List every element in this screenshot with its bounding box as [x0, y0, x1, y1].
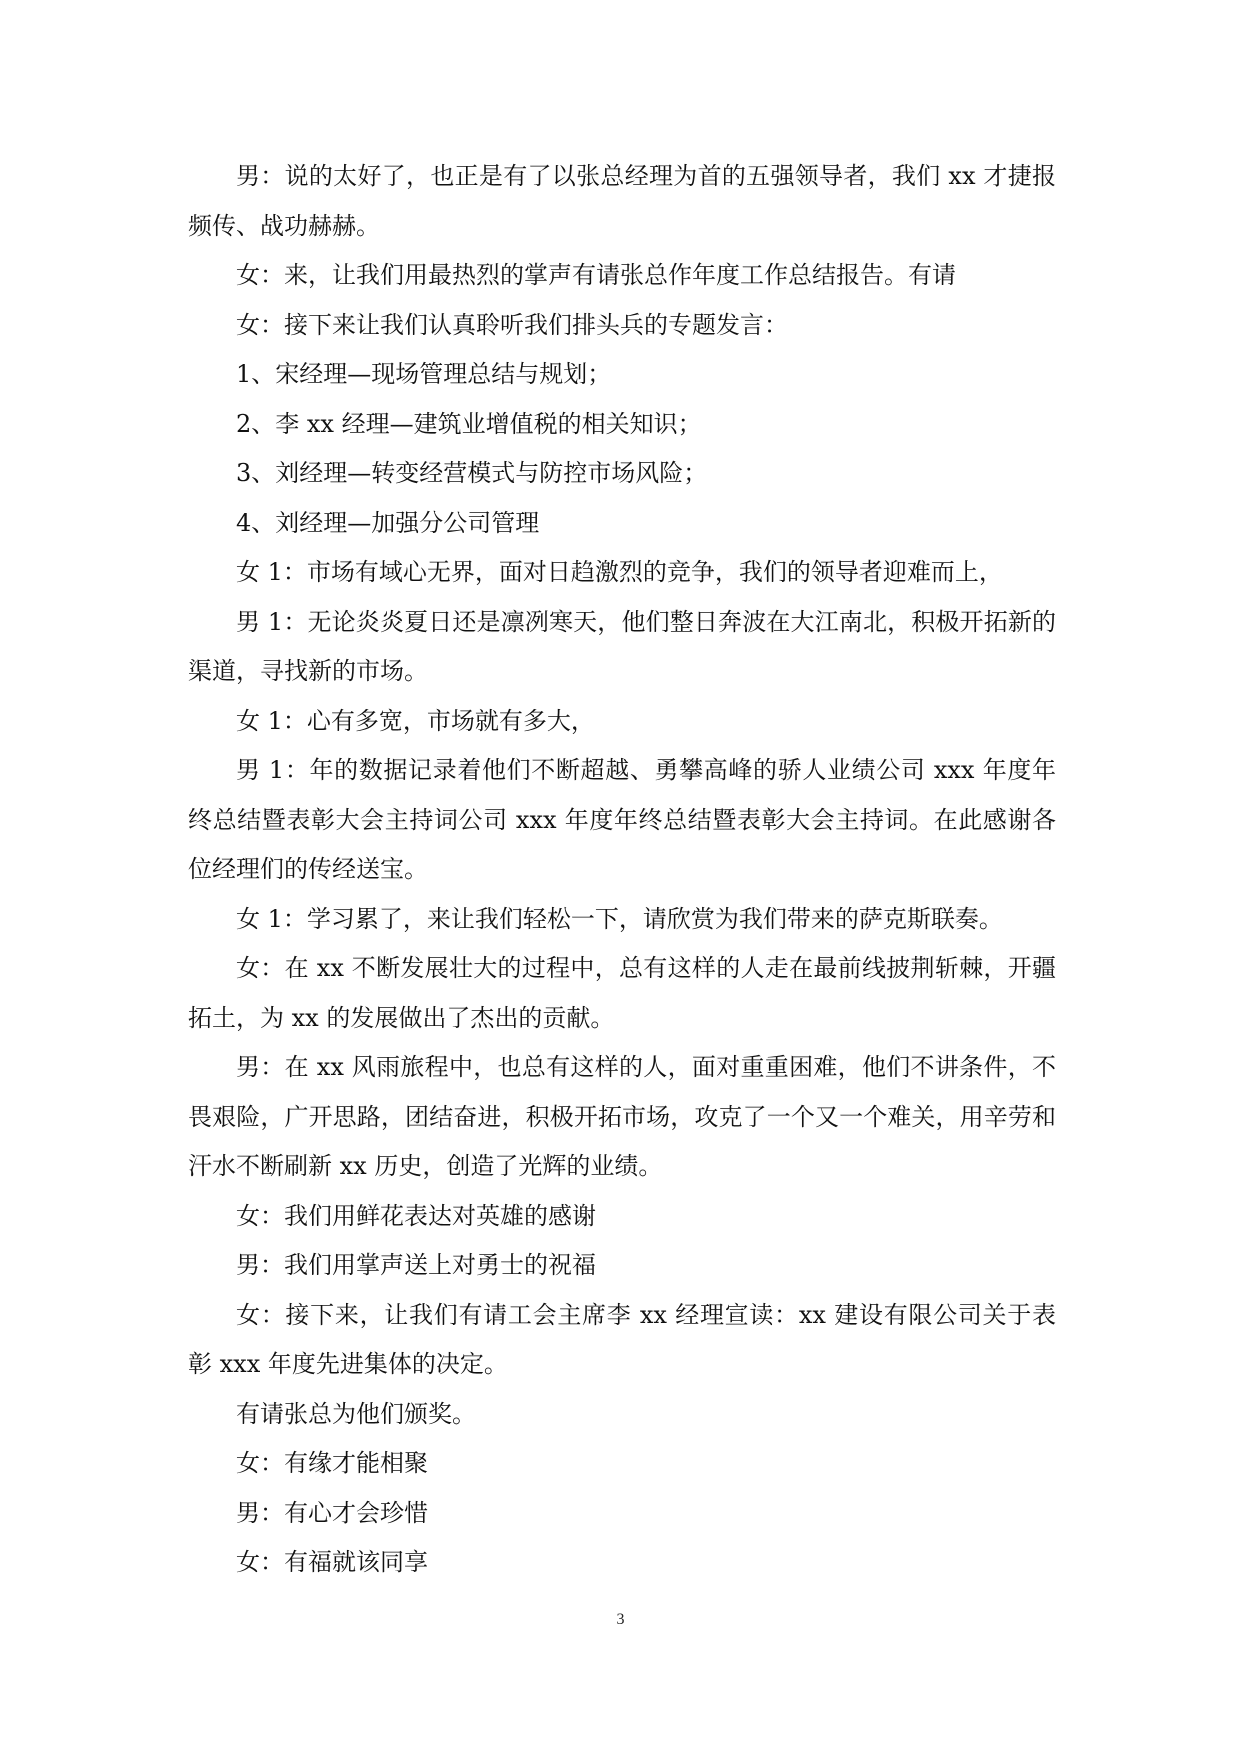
paragraph: 女：在 xx 不断发展壮大的过程中，总有这样的人走在最前线披荆斩棘，开疆拓土，为 xx 的发展做出了杰出的贡献。 [188, 954, 1056, 1032]
paragraph: 女 1：市场有域心无界，面对日趋激烈的竞争，我们的领导者迎难而上， [236, 558, 1003, 586]
paragraph: 有请张总为他们颁奖。 [236, 1399, 476, 1428]
paragraph: 女：接下来，让我们有请工会主席李 xx 经理宣读：xx 建设有限公司关于表彰 xxx 年度先进集体的决定。 [188, 1300, 1056, 1378]
paragraph: 女 1：心有多宽，市场就有多大， [236, 706, 595, 735]
paragraph: 女 1：学习累了，来让我们轻松一下，请欣赏为我们带来的萨克斯联奏。 [236, 904, 1003, 933]
paragraph: 女：有缘才能相聚 [236, 1449, 428, 1477]
paragraph: 女：来，让我们用最热烈的掌声有请张总作年度工作总结报告。有请 [236, 261, 956, 289]
list-item: 4、刘经理—加强分公司管理 [236, 508, 540, 537]
paragraph: 女：我们用鲜花表达对英雄的感谢 [236, 1201, 596, 1230]
paragraph: 男：我们用掌声送上对勇士的祝福 [236, 1251, 596, 1279]
list-item: 2、李 xx 经理—建筑业增值税的相关知识； [236, 409, 702, 438]
paragraph: 男 1：年的数据记录着他们不断超越、勇攀高峰的骄人业绩公司 xxx 年度年终总结暨表彰大会主持词公司 xxx 年度年终总结暨表彰大会主持词。在此感谢各位经理们的传经送宝。 [188, 756, 1056, 883]
document-body [188, 152, 1056, 1588]
paragraph: 女：有福就该同享 [236, 1548, 428, 1576]
page-number: 3 [616, 1611, 625, 1628]
paragraph: 男：有心才会珍惜 [236, 1498, 428, 1527]
paragraph: 男 1：无论炎炎夏日还是凛冽寒天，他们整日奔波在大江南北，积极开拓新的渠道，寻找新的市场。 [188, 607, 1056, 685]
paragraph: 女：接下来让我们认真聆听我们排头兵的专题发言： [236, 310, 788, 339]
list-item: 1、宋经理—现场管理总结与规划； [236, 360, 612, 388]
paragraph: 男：在 xx 风雨旅程中，也总有这样的人，面对重重困难，他们不讲条件，不畏艰险，广开思路，团结奋进，积极开拓市场，攻克了一个又一个难关，用辛劳和汗水不断刷新 xx 历史，创造了光辉的业绩。 [188, 1053, 1056, 1180]
paragraph: 男：说的太好了，也正是有了以张总经理为首的五强领导者，我们 xx 才捷报频传、战功赫赫。 [188, 162, 1056, 240]
list-item: 3、刘经理—转变经营模式与防控市场风险； [236, 459, 708, 487]
